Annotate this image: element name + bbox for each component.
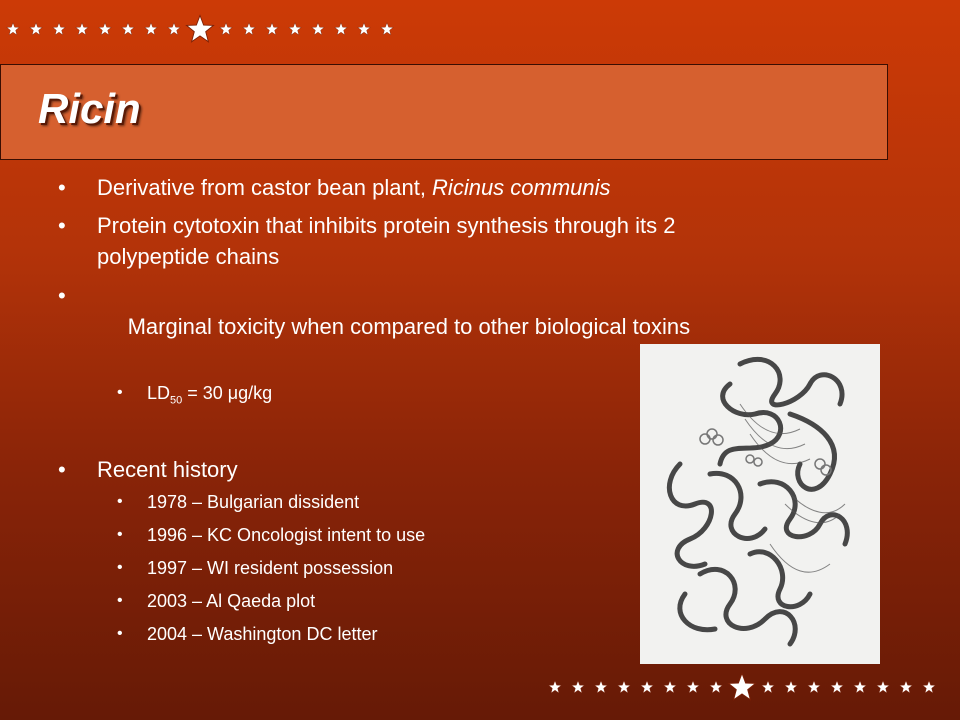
history-text: 1997 – WI resident possession xyxy=(147,557,394,578)
bullet-dot: • xyxy=(58,456,66,482)
bullet-dot: • xyxy=(117,525,123,543)
star-icon xyxy=(334,22,348,36)
bullet-dot: • xyxy=(117,591,123,609)
ld-subscript: 50 xyxy=(170,394,183,407)
star-icon xyxy=(380,22,394,36)
star-icon xyxy=(288,22,302,36)
star-icon xyxy=(617,680,631,694)
star-icon xyxy=(853,680,867,694)
bullet-text: Recent history xyxy=(97,456,238,482)
ld-value: = 30 μg/kg xyxy=(182,383,273,403)
star-icon xyxy=(52,22,66,36)
star-icon xyxy=(29,22,43,36)
star-icon xyxy=(98,22,112,36)
star-icon xyxy=(6,22,20,36)
star-icon xyxy=(663,680,677,694)
star-icon xyxy=(167,22,181,36)
bullet-dot: • xyxy=(117,624,123,642)
species-name: Ricinus communis xyxy=(432,175,611,200)
bullet-text-continued: polypeptide chains xyxy=(97,244,280,269)
star-icon xyxy=(75,22,89,36)
bullet-text: Protein cytotoxin that inhibits protein synthesis through its 2 xyxy=(97,213,676,238)
ld-label: LD xyxy=(147,383,171,403)
bullet-derivative xyxy=(0,172,820,203)
star-icon xyxy=(357,22,371,36)
history-text: 1978 – Bulgarian dissident xyxy=(147,491,360,512)
star-icon xyxy=(242,22,256,36)
star-icon xyxy=(922,680,936,694)
star-icon xyxy=(144,22,158,36)
star-icon xyxy=(219,22,233,36)
bullet-dot: • xyxy=(117,492,123,510)
star-icon xyxy=(185,14,215,44)
history-text: 2004 – Washington DC letter xyxy=(147,623,378,644)
star-icon xyxy=(640,680,654,694)
star-icon xyxy=(727,672,757,702)
bullet-text: Marginal toxicity when compared to other biological toxins xyxy=(121,314,691,339)
bullet-dot: • xyxy=(58,175,66,200)
star-icon xyxy=(761,680,775,694)
protein-ribbon-illustration xyxy=(640,344,880,664)
star-icon xyxy=(709,680,723,694)
star-icon xyxy=(807,680,821,694)
bullet-cytotoxin xyxy=(0,210,820,272)
bottom-stars-border xyxy=(548,672,945,702)
star-icon xyxy=(876,680,890,694)
star-icon xyxy=(311,22,325,36)
star-icon xyxy=(265,22,279,36)
slide-title: Ricin xyxy=(38,85,141,132)
bullet-dot: • xyxy=(117,558,123,576)
top-stars-border xyxy=(6,14,403,44)
ricin-structure-image xyxy=(640,344,880,664)
star-icon xyxy=(899,680,913,694)
star-icon xyxy=(594,680,608,694)
star-icon xyxy=(571,680,585,694)
bullet-dot: • xyxy=(58,283,66,308)
bullet-dot: • xyxy=(117,384,123,401)
star-icon xyxy=(686,680,700,694)
history-text: 2003 – Al Qaeda plot xyxy=(147,590,316,611)
star-icon xyxy=(121,22,135,36)
star-icon xyxy=(784,680,798,694)
star-icon xyxy=(830,680,844,694)
bullet-text: Derivative from castor bean plant, xyxy=(97,175,433,200)
star-icon xyxy=(548,680,562,694)
bullet-dot: • xyxy=(58,213,66,238)
history-text: 1996 – KC Oncologist intent to use xyxy=(147,524,426,545)
